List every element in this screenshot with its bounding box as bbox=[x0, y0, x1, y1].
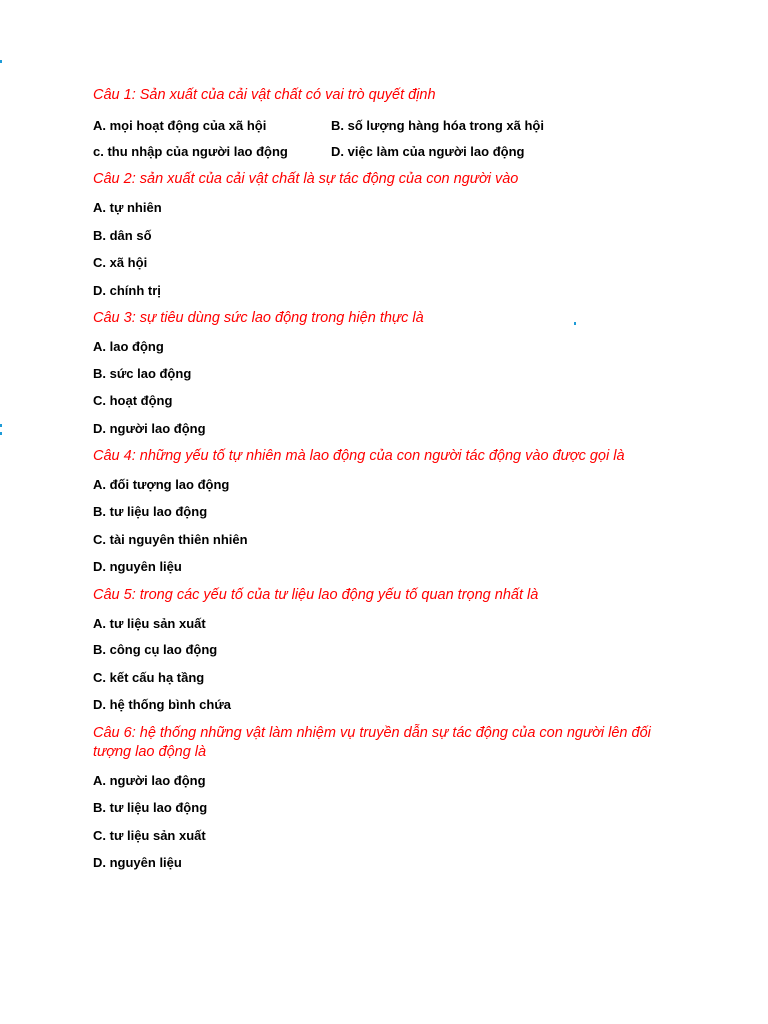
answer-option: C. hoạt động bbox=[93, 393, 173, 408]
answer-option: C. kết cấu hạ tầng bbox=[93, 670, 205, 685]
question-title: Câu 5: trong các yếu tố của tư liệu lao động yếu tố quan trọng nhất là bbox=[93, 587, 539, 603]
margin-marker bbox=[0, 432, 2, 435]
answer-option: A. tự nhiên bbox=[93, 200, 162, 215]
answer-option: B. tư liệu lao động bbox=[93, 504, 208, 519]
margin-marker bbox=[0, 60, 2, 63]
question-title: Câu 3: sự tiêu dùng sức lao động trong hiện thực là bbox=[93, 310, 424, 326]
answer-option: A. lao động bbox=[93, 339, 164, 354]
answer-option: B. số lượng hàng hóa trong xã hội bbox=[331, 118, 544, 133]
answer-option: B. công cụ lao động bbox=[93, 642, 218, 657]
question-title: Câu 6: hệ thống những vật làm nhiệm vụ truyền dẫn sự tác động của con người lên đối tượng lao động là bbox=[93, 725, 651, 760]
margin-marker bbox=[0, 424, 2, 427]
answer-option: D. việc làm của người lao động bbox=[331, 144, 525, 159]
answer-option: D. nguyên liệu bbox=[93, 855, 182, 870]
answer-option: C. xã hội bbox=[93, 255, 148, 270]
answer-option: D. nguyên liệu bbox=[93, 559, 182, 574]
answer-option: D. người lao động bbox=[93, 421, 206, 436]
question-title: Câu 4: những yếu tố tự nhiên mà lao động của con người tác động vào được gọi là bbox=[93, 448, 625, 464]
answer-option: A. mọi hoạt động của xã hội bbox=[93, 118, 267, 133]
answer-option: c. thu nhập của người lao động bbox=[93, 144, 288, 159]
answer-option: C. tư liệu sản xuất bbox=[93, 828, 206, 843]
answer-option: B. dân số bbox=[93, 228, 152, 243]
answer-option: A. đối tượng lao động bbox=[93, 477, 230, 492]
answer-option: D. hệ thống bình chứa bbox=[93, 697, 231, 712]
answer-option: D. chính trị bbox=[93, 283, 161, 298]
answer-option: B. sức lao động bbox=[93, 366, 192, 381]
question-title: Câu 1: Sản xuất của cải vật chất có vai trò quyết định bbox=[93, 87, 436, 103]
answer-option: A. người lao động bbox=[93, 773, 206, 788]
question-title: Câu 2: sản xuất của cải vật chất là sự tác động của con người vào bbox=[93, 171, 519, 187]
answer-option: A. tư liệu sản xuất bbox=[93, 616, 206, 631]
answer-option: B. tư liệu lao động bbox=[93, 800, 208, 815]
answer-option: C. tài nguyên thiên nhiên bbox=[93, 532, 248, 547]
